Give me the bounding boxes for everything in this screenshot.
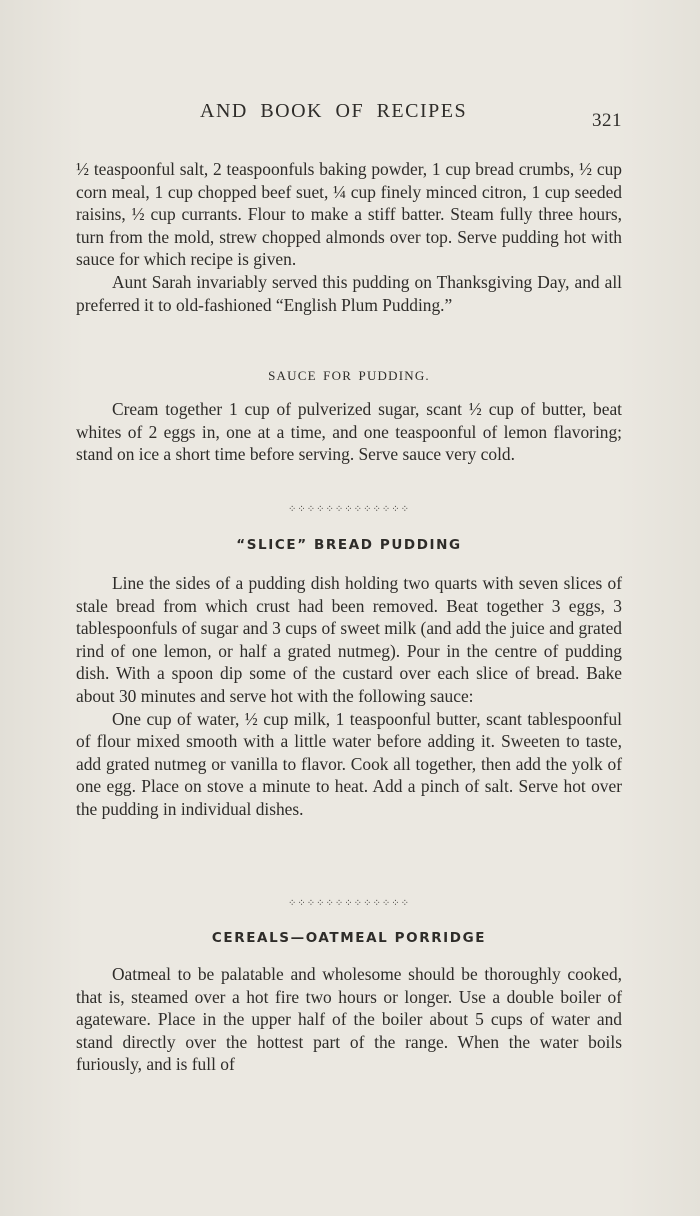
sauce-section	[76, 398, 622, 466]
running-head	[76, 100, 622, 130]
paragraph: ½ teaspoonful salt, 2 teaspoonfuls baking powder, 1 cup bread crumbs, ½ cup corn meal, 1 cup chopped beef suet, ¼ cup finely minced citron, 1 cup seeded raisins, ½ cup currants. Flour to make a stiff batter. Steam fully three hours, turn from the mold, strew chopped almonds over top. Serve pudding hot with sauce for which recipe is given.	[76, 159, 622, 270]
ornament-divider: ⁘⁘⁘⁘⁘⁘⁘⁘⁘⁘⁘⁘⁘	[288, 898, 410, 909]
sauce-heading: SAUCE FOR PUDDING.	[268, 368, 430, 383]
paragraph: One cup of water, ½ cup milk, 1 teaspoonful butter, scant tablespoonful of flour mixed smooth with a little water before adding it. Sweeten to taste, add grated nutmeg or vanilla to flavor. Cook all together, then add the yolk of one egg. Place on stove a minute to heat. Add a pinch of salt. Serve hot over the pudding in individual dishes.	[76, 708, 622, 819]
ornament-divider: ⁘⁘⁘⁘⁘⁘⁘⁘⁘⁘⁘⁘⁘	[288, 504, 410, 515]
paragraph: Line the sides of a pudding dish holding two quarts with seven slices of stale bread from which crust had been removed. Beat together 3 eggs, 3 tablespoonfuls of sugar and 3 cups of sweet milk (and add the juice and grated rind of one lemon, or half a grated nutmeg). Pour in the centre of pudding dish. With a spoon dip some of the custard over each slice of bread. Bake about 30 minutes and serve hot with the following sauce:	[76, 573, 622, 706]
continued-recipe	[76, 158, 622, 316]
paragraph: Oatmeal to be palatable and wholesome should be thoroughly cooked, that is, steamed over a hot fire two hours or longer. Use a double boiler of agateware. Place in the upper half of the boiler about 5 cups of water and stand directly over the hottest part of the range. When the water boils furiously, and is full of	[76, 964, 622, 1075]
paragraph: Cream together 1 cup of pulverized sugar, scant ½ cup of butter, beat whites of 2 eggs in, one at a time, and one teaspoonful of lemon flavoring; stand on ice a short time before serving. Serve sauce very cold.	[76, 399, 622, 465]
slice-pudding-section	[76, 572, 622, 821]
running-title: AND BOOK OF RECIPES	[200, 100, 468, 122]
slice-pudding-heading: “SLICE” BREAD PUDDING	[236, 537, 462, 553]
page-number: 321	[592, 110, 622, 131]
cereals-section	[76, 963, 622, 1076]
cereals-heading: CEREALS—OATMEAL PORRIDGE	[211, 930, 487, 946]
paragraph: Aunt Sarah invariably served this pudding on Thanksgiving Day, and all preferred it to old-fashioned “English Plum Pudding.”	[76, 271, 622, 315]
